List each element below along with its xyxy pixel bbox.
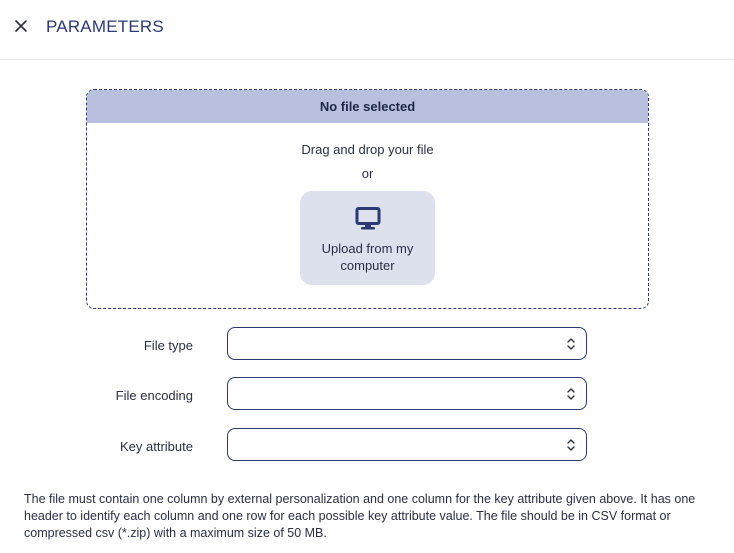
key-attribute-label: Key attribute [120, 439, 193, 454]
page-title: PARAMETERS [46, 17, 164, 36]
close-button[interactable] [12, 17, 30, 35]
file-requirements-note: The file must contain one column by external personalization and one column for the key attribute given above. It has one header to identify each column and one row for each possible key attribute value. The file should be in CSV format or compressed csv (*.zip) with a maximum size of 50 MB. [24, 492, 696, 540]
file-status-banner: No file selected [87, 90, 648, 123]
chevron-up-down-icon [566, 386, 576, 402]
or-text: or [361, 166, 374, 181]
header [0, 0, 734, 60]
key-attribute-select[interactable] [227, 428, 587, 461]
file-encoding-select[interactable] [227, 377, 587, 410]
monitor-icon [355, 207, 381, 231]
chevron-up-down-icon [566, 336, 576, 352]
drag-drop-text: Drag and drop your file [301, 142, 434, 157]
file-encoding-label: File encoding [115, 388, 193, 403]
file-type-label: File type [143, 338, 193, 353]
file-dropzone[interactable] [86, 89, 649, 309]
upload-from-computer-button[interactable] [300, 191, 435, 285]
chevron-up-down-icon [566, 437, 576, 453]
file-type-select[interactable] [227, 327, 587, 360]
upload-label: Upload from my computer [321, 241, 414, 273]
close-icon [12, 17, 30, 35]
